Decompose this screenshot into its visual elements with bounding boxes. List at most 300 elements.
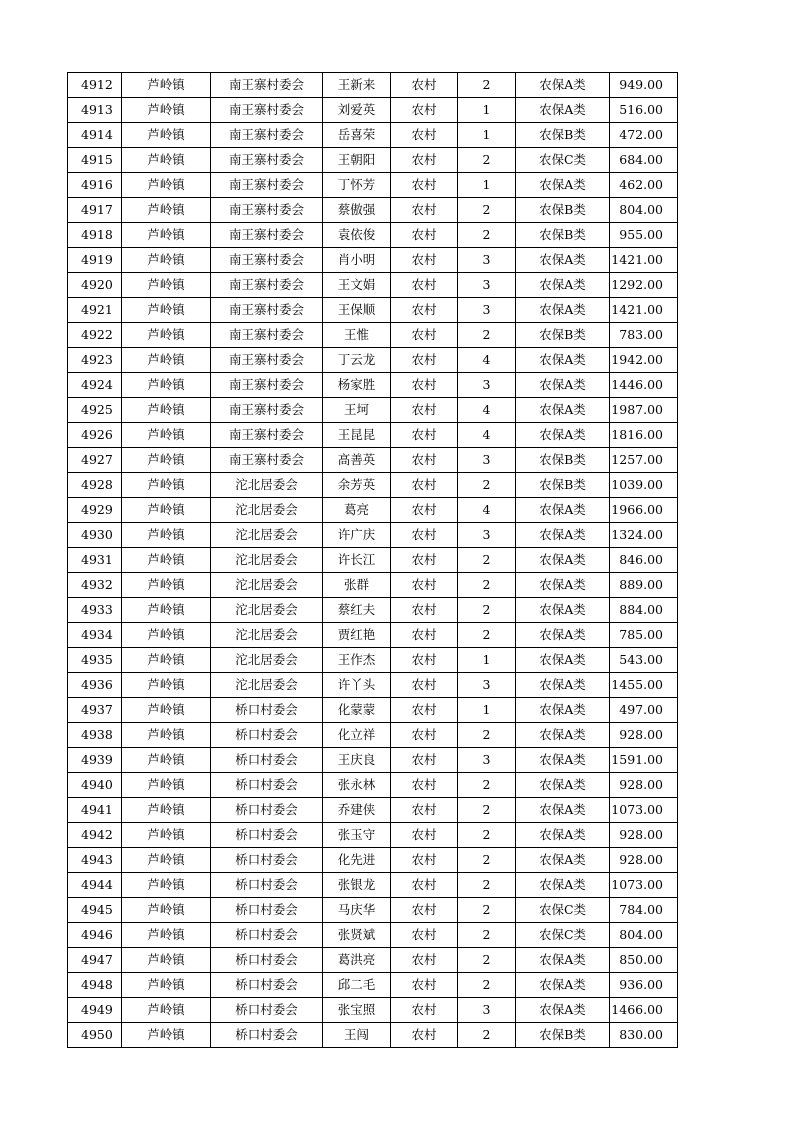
seq-cell: 4926 xyxy=(68,423,122,448)
member-count-cell: 2 xyxy=(458,898,516,923)
committee-cell: 南王寨村委会 xyxy=(211,323,323,348)
committee-cell: 南王寨村委会 xyxy=(211,448,323,473)
name-cell: 化先进 xyxy=(323,848,391,873)
seq-cell: 4932 xyxy=(68,573,122,598)
amount-cell: 1421.00 xyxy=(610,298,678,323)
table-body xyxy=(68,73,678,1048)
name-cell: 蔡红夫 xyxy=(323,598,391,623)
committee-cell: 桥口村委会 xyxy=(211,773,323,798)
member-count-cell: 1 xyxy=(458,698,516,723)
amount-cell: 472.00 xyxy=(610,123,678,148)
category-cell: 农保B类 xyxy=(516,198,610,223)
table-row xyxy=(68,673,678,698)
name-cell: 张贤斌 xyxy=(323,923,391,948)
category-cell: 农保A类 xyxy=(516,648,610,673)
seq-cell: 4917 xyxy=(68,198,122,223)
table-row xyxy=(68,298,678,323)
amount-cell: 543.00 xyxy=(610,648,678,673)
category-cell: 农保A类 xyxy=(516,273,610,298)
household-type-cell: 农村 xyxy=(391,748,458,773)
table-row xyxy=(68,448,678,473)
name-cell: 岳喜荣 xyxy=(323,123,391,148)
household-type-cell: 农村 xyxy=(391,873,458,898)
amount-cell: 785.00 xyxy=(610,623,678,648)
town-cell: 芦岭镇 xyxy=(122,848,211,873)
member-count-cell: 1 xyxy=(458,648,516,673)
member-count-cell: 3 xyxy=(458,998,516,1023)
table-row xyxy=(68,423,678,448)
category-cell: 农保B类 xyxy=(516,123,610,148)
name-cell: 王庆良 xyxy=(323,748,391,773)
amount-cell: 1466.00 xyxy=(610,998,678,1023)
town-cell: 芦岭镇 xyxy=(122,198,211,223)
committee-cell: 沱北居委会 xyxy=(211,523,323,548)
committee-cell: 南王寨村委会 xyxy=(211,298,323,323)
household-type-cell: 农村 xyxy=(391,348,458,373)
member-count-cell: 4 xyxy=(458,398,516,423)
town-cell: 芦岭镇 xyxy=(122,73,211,98)
category-cell: 农保A类 xyxy=(516,848,610,873)
amount-cell: 1324.00 xyxy=(610,523,678,548)
member-count-cell: 1 xyxy=(458,123,516,148)
amount-cell: 1987.00 xyxy=(610,398,678,423)
household-type-cell: 农村 xyxy=(391,148,458,173)
amount-cell: 784.00 xyxy=(610,898,678,923)
name-cell: 张永林 xyxy=(323,773,391,798)
name-cell: 王保顺 xyxy=(323,298,391,323)
committee-cell: 桥口村委会 xyxy=(211,973,323,998)
amount-cell: 949.00 xyxy=(610,73,678,98)
member-count-cell: 4 xyxy=(458,498,516,523)
member-count-cell: 2 xyxy=(458,873,516,898)
member-count-cell: 2 xyxy=(458,723,516,748)
name-cell: 余芳英 xyxy=(323,473,391,498)
seq-cell: 4943 xyxy=(68,848,122,873)
member-count-cell: 2 xyxy=(458,73,516,98)
household-type-cell: 农村 xyxy=(391,173,458,198)
member-count-cell: 3 xyxy=(458,748,516,773)
member-count-cell: 3 xyxy=(458,273,516,298)
category-cell: 农保B类 xyxy=(516,323,610,348)
seq-cell: 4912 xyxy=(68,73,122,98)
table-row xyxy=(68,323,678,348)
household-type-cell: 农村 xyxy=(391,773,458,798)
seq-cell: 4947 xyxy=(68,948,122,973)
committee-cell: 南王寨村委会 xyxy=(211,248,323,273)
name-cell: 王文娟 xyxy=(323,273,391,298)
member-count-cell: 2 xyxy=(458,148,516,173)
household-type-cell: 农村 xyxy=(391,523,458,548)
town-cell: 芦岭镇 xyxy=(122,748,211,773)
household-type-cell: 农村 xyxy=(391,498,458,523)
amount-cell: 497.00 xyxy=(610,698,678,723)
committee-cell: 南王寨村委会 xyxy=(211,398,323,423)
amount-cell: 850.00 xyxy=(610,948,678,973)
table-row xyxy=(68,823,678,848)
name-cell: 王惟 xyxy=(323,323,391,348)
name-cell: 丁云龙 xyxy=(323,348,391,373)
category-cell: 农保A类 xyxy=(516,598,610,623)
table-row xyxy=(68,948,678,973)
seq-cell: 4920 xyxy=(68,273,122,298)
category-cell: 农保A类 xyxy=(516,873,610,898)
town-cell: 芦岭镇 xyxy=(122,298,211,323)
town-cell: 芦岭镇 xyxy=(122,923,211,948)
name-cell: 王作杰 xyxy=(323,648,391,673)
seq-cell: 4935 xyxy=(68,648,122,673)
amount-cell: 928.00 xyxy=(610,723,678,748)
table-row xyxy=(68,98,678,123)
household-type-cell: 农村 xyxy=(391,648,458,673)
seq-cell: 4925 xyxy=(68,398,122,423)
amount-cell: 846.00 xyxy=(610,548,678,573)
town-cell: 芦岭镇 xyxy=(122,98,211,123)
name-cell: 王闯 xyxy=(323,1023,391,1048)
town-cell: 芦岭镇 xyxy=(122,823,211,848)
seq-cell: 4940 xyxy=(68,773,122,798)
table-row xyxy=(68,498,678,523)
name-cell: 张玉守 xyxy=(323,823,391,848)
name-cell: 肖小明 xyxy=(323,248,391,273)
committee-cell: 沱北居委会 xyxy=(211,548,323,573)
table-row xyxy=(68,523,678,548)
committee-cell: 沱北居委会 xyxy=(211,673,323,698)
table-row xyxy=(68,623,678,648)
household-type-cell: 农村 xyxy=(391,673,458,698)
household-type-cell: 农村 xyxy=(391,223,458,248)
seq-cell: 4929 xyxy=(68,498,122,523)
member-count-cell: 3 xyxy=(458,448,516,473)
committee-cell: 桥口村委会 xyxy=(211,723,323,748)
member-count-cell: 2 xyxy=(458,598,516,623)
name-cell: 贾红艳 xyxy=(323,623,391,648)
household-type-cell: 农村 xyxy=(391,273,458,298)
town-cell: 芦岭镇 xyxy=(122,648,211,673)
amount-cell: 1257.00 xyxy=(610,448,678,473)
category-cell: 农保A类 xyxy=(516,823,610,848)
seq-cell: 4946 xyxy=(68,923,122,948)
member-count-cell: 2 xyxy=(458,798,516,823)
household-type-cell: 农村 xyxy=(391,1023,458,1048)
table-row xyxy=(68,373,678,398)
name-cell: 张银龙 xyxy=(323,873,391,898)
amount-cell: 1591.00 xyxy=(610,748,678,773)
name-cell: 袁依俊 xyxy=(323,223,391,248)
category-cell: 农保A类 xyxy=(516,948,610,973)
committee-cell: 南王寨村委会 xyxy=(211,373,323,398)
household-type-cell: 农村 xyxy=(391,473,458,498)
member-count-cell: 1 xyxy=(458,173,516,198)
household-type-cell: 农村 xyxy=(391,698,458,723)
category-cell: 农保C类 xyxy=(516,148,610,173)
table-row xyxy=(68,798,678,823)
category-cell: 农保A类 xyxy=(516,498,610,523)
table-row xyxy=(68,598,678,623)
town-cell: 芦岭镇 xyxy=(122,248,211,273)
household-type-cell: 农村 xyxy=(391,573,458,598)
name-cell: 王昆昆 xyxy=(323,423,391,448)
committee-cell: 沱北居委会 xyxy=(211,498,323,523)
seq-cell: 4933 xyxy=(68,598,122,623)
town-cell: 芦岭镇 xyxy=(122,548,211,573)
member-count-cell: 2 xyxy=(458,573,516,598)
town-cell: 芦岭镇 xyxy=(122,173,211,198)
committee-cell: 桥口村委会 xyxy=(211,948,323,973)
member-count-cell: 2 xyxy=(458,973,516,998)
committee-cell: 南王寨村委会 xyxy=(211,423,323,448)
table-row xyxy=(68,973,678,998)
committee-cell: 桥口村委会 xyxy=(211,848,323,873)
name-cell: 王朝阳 xyxy=(323,148,391,173)
household-type-cell: 农村 xyxy=(391,848,458,873)
amount-cell: 928.00 xyxy=(610,823,678,848)
town-cell: 芦岭镇 xyxy=(122,123,211,148)
committee-cell: 沱北居委会 xyxy=(211,598,323,623)
member-count-cell: 2 xyxy=(458,223,516,248)
name-cell: 许丫头 xyxy=(323,673,391,698)
benefit-roster-table-container xyxy=(67,72,678,1048)
amount-cell: 1455.00 xyxy=(610,673,678,698)
town-cell: 芦岭镇 xyxy=(122,498,211,523)
name-cell: 王坷 xyxy=(323,398,391,423)
committee-cell: 桥口村委会 xyxy=(211,873,323,898)
category-cell: 农保C类 xyxy=(516,923,610,948)
table-row xyxy=(68,173,678,198)
seq-cell: 4930 xyxy=(68,523,122,548)
committee-cell: 桥口村委会 xyxy=(211,1023,323,1048)
member-count-cell: 3 xyxy=(458,523,516,548)
category-cell: 农保A类 xyxy=(516,698,610,723)
table-row xyxy=(68,198,678,223)
seq-cell: 4914 xyxy=(68,123,122,148)
name-cell: 化立祥 xyxy=(323,723,391,748)
table-row xyxy=(68,898,678,923)
category-cell: 农保B类 xyxy=(516,223,610,248)
name-cell: 葛亮 xyxy=(323,498,391,523)
amount-cell: 462.00 xyxy=(610,173,678,198)
town-cell: 芦岭镇 xyxy=(122,773,211,798)
name-cell: 葛洪亮 xyxy=(323,948,391,973)
committee-cell: 沱北居委会 xyxy=(211,473,323,498)
category-cell: 农保B类 xyxy=(516,473,610,498)
town-cell: 芦岭镇 xyxy=(122,623,211,648)
seq-cell: 4919 xyxy=(68,248,122,273)
name-cell: 高善英 xyxy=(323,448,391,473)
seq-cell: 4950 xyxy=(68,1023,122,1048)
seq-cell: 4948 xyxy=(68,973,122,998)
category-cell: 农保A类 xyxy=(516,298,610,323)
household-type-cell: 农村 xyxy=(391,923,458,948)
amount-cell: 783.00 xyxy=(610,323,678,348)
town-cell: 芦岭镇 xyxy=(122,1023,211,1048)
member-count-cell: 2 xyxy=(458,948,516,973)
committee-cell: 沱北居委会 xyxy=(211,648,323,673)
household-type-cell: 农村 xyxy=(391,448,458,473)
category-cell: 农保A类 xyxy=(516,523,610,548)
table-row xyxy=(68,923,678,948)
amount-cell: 804.00 xyxy=(610,923,678,948)
town-cell: 芦岭镇 xyxy=(122,398,211,423)
table-row xyxy=(68,148,678,173)
member-count-cell: 4 xyxy=(458,348,516,373)
town-cell: 芦岭镇 xyxy=(122,148,211,173)
town-cell: 芦岭镇 xyxy=(122,273,211,298)
seq-cell: 4949 xyxy=(68,998,122,1023)
household-type-cell: 农村 xyxy=(391,548,458,573)
town-cell: 芦岭镇 xyxy=(122,573,211,598)
amount-cell: 1446.00 xyxy=(610,373,678,398)
name-cell: 邱二毛 xyxy=(323,973,391,998)
category-cell: 农保A类 xyxy=(516,348,610,373)
table-row xyxy=(68,473,678,498)
category-cell: 农保A类 xyxy=(516,173,610,198)
town-cell: 芦岭镇 xyxy=(122,598,211,623)
town-cell: 芦岭镇 xyxy=(122,698,211,723)
town-cell: 芦岭镇 xyxy=(122,223,211,248)
table-row xyxy=(68,123,678,148)
name-cell: 许长江 xyxy=(323,548,391,573)
seq-cell: 4918 xyxy=(68,223,122,248)
seq-cell: 4938 xyxy=(68,723,122,748)
category-cell: 农保A类 xyxy=(516,773,610,798)
seq-cell: 4937 xyxy=(68,698,122,723)
committee-cell: 沱北居委会 xyxy=(211,573,323,598)
name-cell: 刘爱英 xyxy=(323,98,391,123)
member-count-cell: 3 xyxy=(458,298,516,323)
household-type-cell: 农村 xyxy=(391,248,458,273)
committee-cell: 桥口村委会 xyxy=(211,923,323,948)
category-cell: 农保A类 xyxy=(516,623,610,648)
amount-cell: 516.00 xyxy=(610,98,678,123)
table-row xyxy=(68,873,678,898)
committee-cell: 南王寨村委会 xyxy=(211,198,323,223)
household-type-cell: 农村 xyxy=(391,798,458,823)
table-row xyxy=(68,398,678,423)
category-cell: 农保A类 xyxy=(516,798,610,823)
seq-cell: 4934 xyxy=(68,623,122,648)
committee-cell: 南王寨村委会 xyxy=(211,173,323,198)
table-row xyxy=(68,748,678,773)
town-cell: 芦岭镇 xyxy=(122,673,211,698)
town-cell: 芦岭镇 xyxy=(122,898,211,923)
category-cell: 农保A类 xyxy=(516,73,610,98)
name-cell: 丁怀芳 xyxy=(323,173,391,198)
committee-cell: 南王寨村委会 xyxy=(211,273,323,298)
household-type-cell: 农村 xyxy=(391,73,458,98)
table-row xyxy=(68,1023,678,1048)
town-cell: 芦岭镇 xyxy=(122,323,211,348)
town-cell: 芦岭镇 xyxy=(122,973,211,998)
table-row xyxy=(68,648,678,673)
table-row xyxy=(68,723,678,748)
name-cell: 许广庆 xyxy=(323,523,391,548)
name-cell: 马庆华 xyxy=(323,898,391,923)
amount-cell: 1073.00 xyxy=(610,873,678,898)
amount-cell: 936.00 xyxy=(610,973,678,998)
amount-cell: 804.00 xyxy=(610,198,678,223)
amount-cell: 1942.00 xyxy=(610,348,678,373)
member-count-cell: 3 xyxy=(458,673,516,698)
member-count-cell: 2 xyxy=(458,848,516,873)
member-count-cell: 2 xyxy=(458,323,516,348)
table-row xyxy=(68,998,678,1023)
amount-cell: 928.00 xyxy=(610,773,678,798)
category-cell: 农保A类 xyxy=(516,673,610,698)
category-cell: 农保A类 xyxy=(516,573,610,598)
town-cell: 芦岭镇 xyxy=(122,473,211,498)
category-cell: 农保A类 xyxy=(516,423,610,448)
seq-cell: 4924 xyxy=(68,373,122,398)
household-type-cell: 农村 xyxy=(391,298,458,323)
category-cell: 农保A类 xyxy=(516,398,610,423)
amount-cell: 889.00 xyxy=(610,573,678,598)
seq-cell: 4915 xyxy=(68,148,122,173)
town-cell: 芦岭镇 xyxy=(122,373,211,398)
amount-cell: 1073.00 xyxy=(610,798,678,823)
seq-cell: 4942 xyxy=(68,823,122,848)
member-count-cell: 4 xyxy=(458,423,516,448)
household-type-cell: 农村 xyxy=(391,623,458,648)
household-type-cell: 农村 xyxy=(391,948,458,973)
committee-cell: 南王寨村委会 xyxy=(211,148,323,173)
category-cell: 农保A类 xyxy=(516,748,610,773)
household-type-cell: 农村 xyxy=(391,98,458,123)
name-cell: 化蒙蒙 xyxy=(323,698,391,723)
seq-cell: 4927 xyxy=(68,448,122,473)
town-cell: 芦岭镇 xyxy=(122,448,211,473)
member-count-cell: 2 xyxy=(458,823,516,848)
category-cell: 农保B类 xyxy=(516,1023,610,1048)
town-cell: 芦岭镇 xyxy=(122,948,211,973)
seq-cell: 4945 xyxy=(68,898,122,923)
category-cell: 农保A类 xyxy=(516,998,610,1023)
table-row xyxy=(68,548,678,573)
benefit-roster-table xyxy=(67,72,678,1048)
town-cell: 芦岭镇 xyxy=(122,348,211,373)
member-count-cell: 2 xyxy=(458,548,516,573)
member-count-cell: 1 xyxy=(458,98,516,123)
member-count-cell: 2 xyxy=(458,773,516,798)
committee-cell: 桥口村委会 xyxy=(211,748,323,773)
amount-cell: 830.00 xyxy=(610,1023,678,1048)
household-type-cell: 农村 xyxy=(391,323,458,348)
category-cell: 农保A类 xyxy=(516,248,610,273)
amount-cell: 928.00 xyxy=(610,848,678,873)
household-type-cell: 农村 xyxy=(391,373,458,398)
table-row xyxy=(68,573,678,598)
amount-cell: 1292.00 xyxy=(610,273,678,298)
category-cell: 农保A类 xyxy=(516,548,610,573)
household-type-cell: 农村 xyxy=(391,898,458,923)
household-type-cell: 农村 xyxy=(391,723,458,748)
table-row xyxy=(68,348,678,373)
table-row xyxy=(68,773,678,798)
committee-cell: 桥口村委会 xyxy=(211,998,323,1023)
category-cell: 农保A类 xyxy=(516,98,610,123)
town-cell: 芦岭镇 xyxy=(122,723,211,748)
committee-cell: 南王寨村委会 xyxy=(211,223,323,248)
committee-cell: 南王寨村委会 xyxy=(211,348,323,373)
name-cell: 王新来 xyxy=(323,73,391,98)
name-cell: 杨家胜 xyxy=(323,373,391,398)
amount-cell: 1421.00 xyxy=(610,248,678,273)
table-row xyxy=(68,73,678,98)
category-cell: 农保A类 xyxy=(516,723,610,748)
category-cell: 农保B类 xyxy=(516,448,610,473)
committee-cell: 桥口村委会 xyxy=(211,898,323,923)
household-type-cell: 农村 xyxy=(391,823,458,848)
member-count-cell: 2 xyxy=(458,623,516,648)
